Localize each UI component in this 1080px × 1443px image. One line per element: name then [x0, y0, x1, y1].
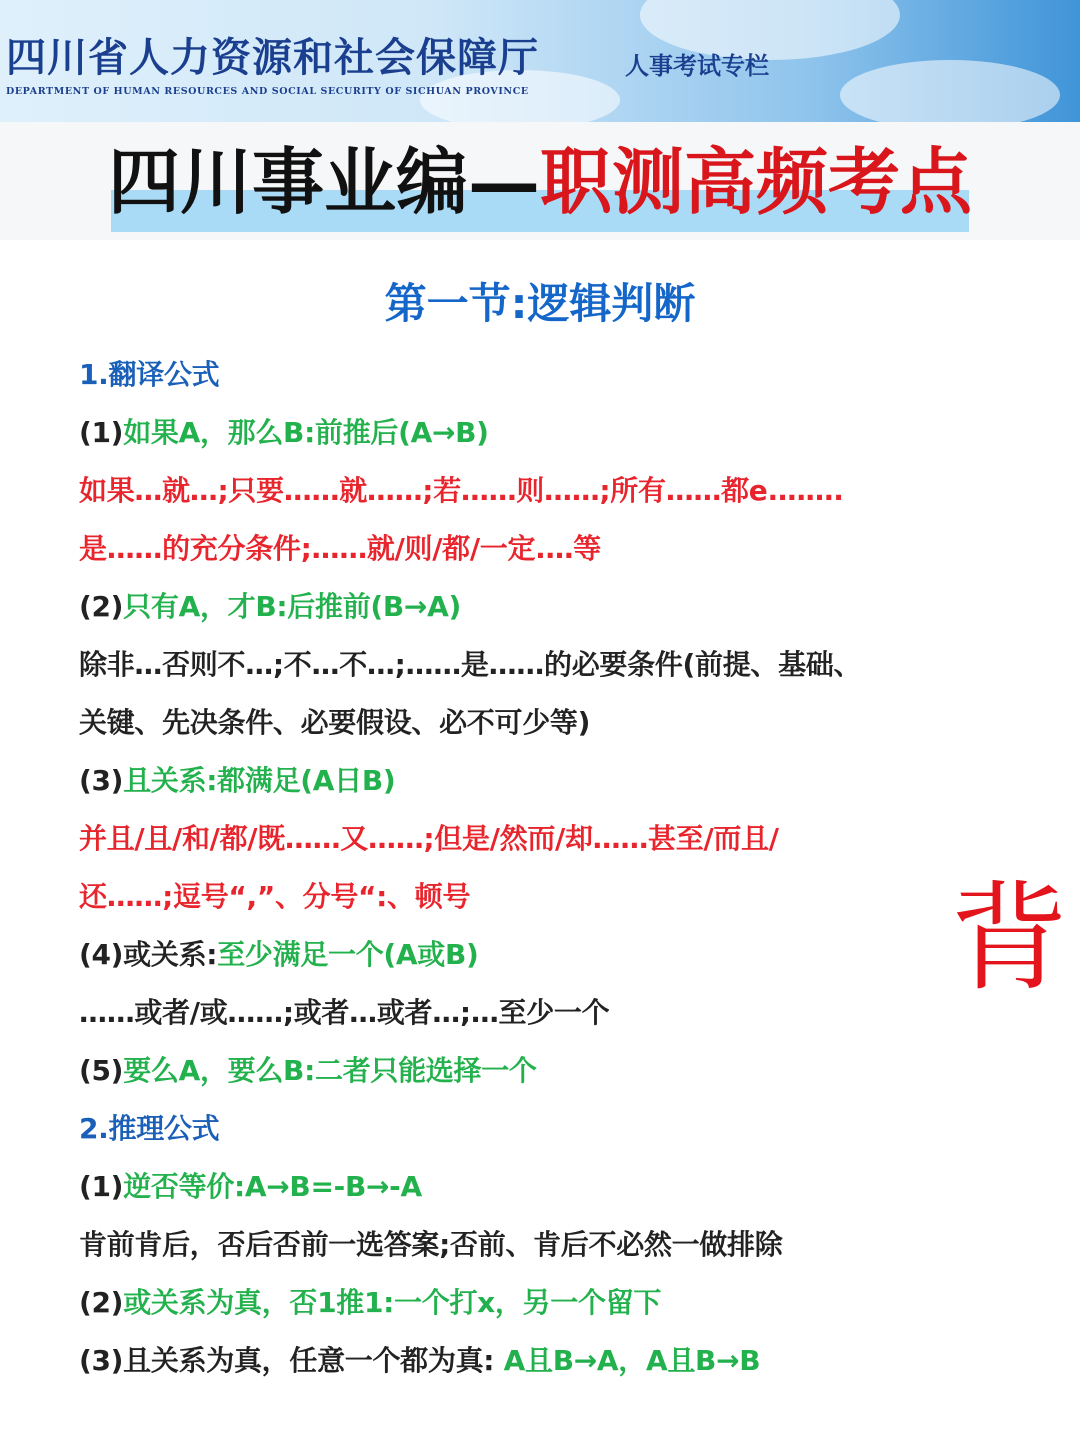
keyword-line: 并且/且/和/都/既……又……;但是/然而/却……甚至/而且/: [79, 822, 779, 855]
cloud-decoration: [840, 60, 1060, 122]
rule-number: (2): [79, 1286, 124, 1319]
rule-line: [79, 582, 461, 632]
header-banner: [0, 0, 1080, 122]
heading-translation-formula: 1.翻译公式: [79, 358, 220, 391]
rule-line: [79, 1278, 661, 1328]
rule-text: 逆否等价:A→B=-B→-A: [123, 1170, 422, 1203]
keyword-line: 肯前肯后，否后否前一选答案;否前、肯后不必然一做排除: [79, 1228, 783, 1261]
column-name: 人事考试专栏: [625, 51, 769, 80]
rule-number: (4)或关系:: [79, 938, 218, 971]
rule-line: [79, 756, 395, 806]
rule-text: 要么A，要么B:二者只能选择一个: [123, 1054, 537, 1087]
heading-reasoning-formula: 2.推理公式: [79, 1112, 220, 1145]
rule-text: 如果A，那么B:前推后(A→B): [123, 416, 489, 449]
rule-text: 至少满足一个(A或B): [217, 938, 479, 971]
rule-number: (1): [79, 416, 124, 449]
rule-number: (5): [79, 1054, 124, 1087]
rule-number: (3): [79, 764, 124, 797]
section-title: 第一节:逻辑判断: [384, 279, 696, 328]
org-name: 四川省人力资源和社会保障厅: [6, 34, 539, 81]
page-title: [0, 136, 1080, 228]
keyword-line: 关键、先决条件、必要假设、必不可少等): [79, 706, 591, 739]
rule-line: [79, 930, 479, 980]
keyword-line: 如果…就…;只要……就……;若……则……;所有……都e.…….: [79, 474, 844, 507]
org-name-english: DEPARTMENT OF HUMAN RESOURCES AND SOCIAL SECURITY OF SICHUAN PROVINCE: [6, 86, 529, 97]
keyword-line: ……或者/或……;或者…或者…;…至少一个: [79, 996, 610, 1029]
rule-text: 只有A，才B:后推前(B→A): [123, 590, 461, 623]
page-title-part2: 职测高频考点: [540, 139, 973, 224]
keyword-line: 是……的充分条件;……就/则/都/一定.…等: [79, 532, 601, 565]
rule-text: 且关系:都满足(A日B): [123, 764, 396, 797]
rule-line: [79, 1162, 422, 1212]
rule-line: [79, 1046, 537, 1096]
keyword-line: 除非…否则不…;不…不…;……是……的必要条件(前提、基础、: [79, 648, 862, 681]
keyword-line: 还……;逗号“,”、分号“:、顿号: [79, 880, 471, 913]
rule-text: 或关系为真，否1推1:一个打x，另一个留下: [123, 1286, 662, 1319]
rule-line: [79, 1336, 760, 1386]
rule-number: (2): [79, 590, 124, 623]
rule-number: (1): [79, 1170, 124, 1203]
rule-number: (3)且关系为真，任意一个都为真:: [79, 1344, 504, 1377]
memorize-mark: 背: [950, 869, 1069, 1007]
rule-text: A且B→A，A且B→B: [503, 1344, 761, 1377]
rule-line: [79, 408, 489, 458]
page-title-part1: 四川事业编—: [107, 139, 540, 224]
